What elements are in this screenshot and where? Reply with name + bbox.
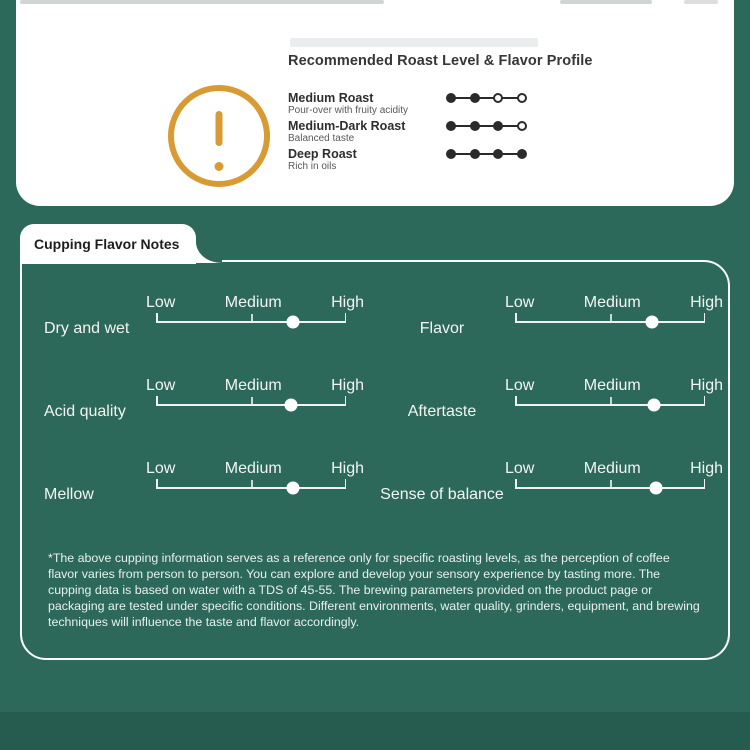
slider-label: Acid quality — [44, 403, 126, 420]
scale-high: High — [690, 377, 723, 394]
roast-level-description: Pour-over with fruity acidity — [288, 105, 409, 116]
roast-intensity-dots — [446, 93, 528, 103]
roast-level-row — [288, 147, 528, 172]
mid-tick — [251, 397, 253, 404]
cupping-slider — [146, 294, 364, 340]
scale-high: High — [331, 460, 364, 477]
intensity-dot-hollow — [517, 121, 527, 131]
scale-medium: Medium — [224, 377, 282, 394]
next-section-edge — [0, 712, 750, 750]
cropped-text-fragment — [560, 0, 652, 4]
faint-subtext — [290, 38, 538, 47]
scale-medium: Medium — [583, 377, 641, 394]
roast-level-row — [288, 91, 528, 116]
scale-low: Low — [505, 460, 535, 477]
intensity-dot-filled — [446, 121, 456, 131]
roast-intensity-dots — [446, 149, 528, 159]
cropped-text-fragment — [684, 0, 718, 4]
slider-track — [515, 487, 705, 489]
cupping-disclaimer: *The above cupping information serves as a reference only for specific roasting levels, as the perception of coffee flavor varies from person to person. You can explore and develop your sensory experience by tasting more. The cupping data is based on water with a TDS of 45-55. The brewing parameters provided on the product page or packaging are tested under specific conditions. Different environments, water quality, grinders, equipment, and brewing techniques will influence the taste and flavor accordingly. — [48, 551, 700, 630]
slider-dot — [649, 481, 662, 494]
slider-dot — [286, 481, 299, 494]
intensity-dot-filled — [517, 149, 527, 159]
slider-label: Sense of balance — [380, 486, 504, 503]
scale-medium: Medium — [224, 460, 282, 477]
dots-connector — [450, 97, 524, 99]
intensity-dot-filled — [446, 93, 456, 103]
scale-medium: Medium — [583, 460, 641, 477]
cupping-slider — [505, 460, 723, 506]
cupping-slider — [505, 294, 723, 340]
slider-track — [515, 404, 705, 406]
slider-track — [156, 321, 346, 323]
mid-tick — [610, 314, 612, 321]
scale-low: Low — [146, 460, 176, 477]
cupping-slider — [146, 460, 364, 506]
intensity-dot-filled — [470, 121, 480, 131]
slider-track — [156, 487, 346, 489]
intensity-dot-hollow — [493, 93, 503, 103]
intensity-dot-filled — [470, 149, 480, 159]
slider-label: Aftertaste — [407, 403, 477, 420]
scale-low: Low — [146, 294, 176, 311]
roast-heading: Recommended Roast Level & Flavor Profile — [288, 53, 593, 69]
scale-high: High — [690, 460, 723, 477]
scale-low: Low — [505, 294, 535, 311]
scale-high: High — [690, 294, 723, 311]
scale-medium: Medium — [224, 294, 282, 311]
roast-level-name: Deep Roast — [288, 147, 357, 161]
mid-tick — [251, 480, 253, 487]
slider-row — [22, 460, 728, 506]
cupping-flavor-notes-tab: Cupping Flavor Notes — [20, 224, 196, 264]
dots-connector — [450, 153, 524, 155]
cupping-panel — [20, 260, 730, 660]
roast-intensity-dots — [446, 121, 528, 131]
slider-row — [22, 377, 728, 423]
intensity-dot-filled — [446, 149, 456, 159]
scale-medium: Medium — [583, 294, 641, 311]
scale-high: High — [331, 294, 364, 311]
cropped-text-fragment — [20, 0, 384, 4]
roast-level-list — [288, 91, 528, 175]
tab-curve — [196, 242, 222, 263]
slider-track — [156, 404, 346, 406]
mid-tick — [610, 480, 612, 487]
slider-label: Mellow — [44, 486, 94, 503]
roast-level-description: Balanced taste — [288, 133, 355, 144]
scale-low: Low — [505, 377, 535, 394]
slider-label: Flavor — [419, 320, 465, 337]
slider-dot — [286, 315, 299, 328]
intensity-dot-filled — [470, 93, 480, 103]
roast-level-name: Medium Roast — [288, 91, 374, 105]
intensity-dot-filled — [493, 121, 503, 131]
roast-level-name: Medium-Dark Roast — [288, 119, 406, 133]
slider-row — [22, 294, 728, 340]
slider-label: Dry and wet — [44, 320, 130, 337]
mid-tick — [251, 314, 253, 321]
scale-low: Low — [146, 377, 176, 394]
roast-profile-card — [16, 0, 734, 206]
mid-tick — [610, 397, 612, 404]
slider-dot — [284, 398, 297, 411]
cupping-slider — [146, 377, 364, 423]
intensity-dot-filled — [493, 149, 503, 159]
roast-level-description: Rich in oils — [288, 161, 337, 172]
exclamation-circle-icon — [168, 85, 270, 187]
scale-high: High — [331, 377, 364, 394]
slider-dot — [647, 398, 660, 411]
slider-track — [515, 321, 705, 323]
roast-level-row — [288, 119, 528, 144]
slider-dot — [645, 315, 658, 328]
intensity-dot-hollow — [517, 93, 527, 103]
dots-connector — [450, 125, 524, 127]
cupping-slider — [505, 377, 723, 423]
